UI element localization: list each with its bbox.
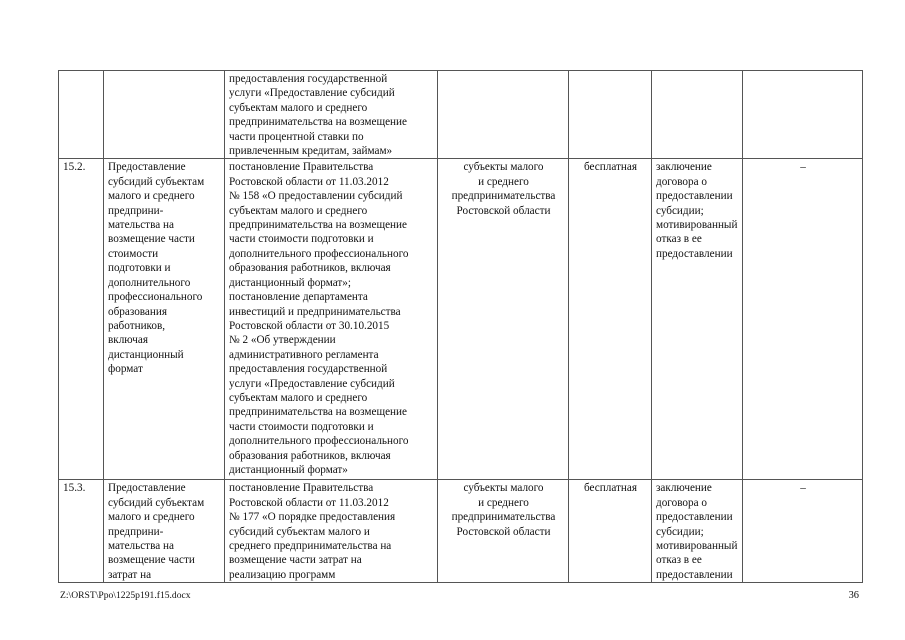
legal-basis-text: предоставления государственной услуги «Предоставление субсидий субъектам малого и среднего предпринимательства на возмещение части процентной ставки по привлеченным кредитам, займам» (229, 73, 407, 158)
cell-number: 15.3. (59, 480, 104, 583)
cell-service-name: Предоставление субсидий субъектам малого и среднего предприни- мательства на возмещение части стоимости подготовки и дополнительного профессионального образования работников, включая дистанционный формат (104, 159, 225, 480)
cell-service-name (104, 71, 225, 159)
cell-result: заключение договора о предоставлении субсидии; мотивированный отказ в ее предоставлении (652, 159, 743, 480)
cell-legal-basis: постановление Правительства Ростовской области от 11.03.2012 № 158 «О предоставлении субсидий субъектам малого и среднего предпринимательства на возмещение части стоимости подготовки и дополнительного профессионального образования работников, включая дистанционный формат»; постановление департамента инвестиций и предпринимательства Ростовской области от 30.10.2015 № 2 «Об утверждении административного регламента предоставления государственной услуги «Предоставление субсидий субъектам малого и среднего предпринимательства на возмещение части стоимости подготовки и дополнительного профессионального образования работников, включая дистанционный формат» (225, 159, 438, 480)
cell-cost: бесплатная (569, 159, 652, 480)
footer-file-path: Z:\ORST\Ppo\1225p191.f15.docx (60, 590, 191, 601)
page-number: 36 (848, 590, 859, 601)
table-row (59, 480, 863, 583)
cell-extra (743, 71, 863, 159)
services-table (58, 70, 863, 583)
cell-number (59, 71, 104, 159)
table-row (59, 159, 863, 480)
cell-cost: бесплатная (569, 480, 652, 583)
cell-service-name: Предоставление субсидий субъектам малого и среднего предприни- мательства на возмещение части затрат на (104, 480, 225, 583)
table-row-continuation (59, 71, 863, 159)
cell-legal-basis (225, 71, 438, 159)
cell-recipients: субъекты малого и среднего предпринимательства Ростовской области (438, 480, 569, 583)
cell-extra: – (743, 159, 863, 480)
cell-cost (569, 71, 652, 159)
cell-number: 15.2. (59, 159, 104, 480)
cell-recipients (438, 71, 569, 159)
cell-result: заключение договора о предоставлении субсидии; мотивированный отказ в ее предоставлении (652, 480, 743, 583)
cell-legal-basis: постановление Правительства Ростовской области от 11.03.2012 № 177 «О порядке предоставления субсидий субъектам малого и среднего предпринимательства на возмещение части затрат на реализацию программ (225, 480, 438, 583)
cell-recipients: субъекты малого и среднего предпринимательства Ростовской области (438, 159, 569, 480)
cell-extra: – (743, 480, 863, 583)
cell-result (652, 71, 743, 159)
